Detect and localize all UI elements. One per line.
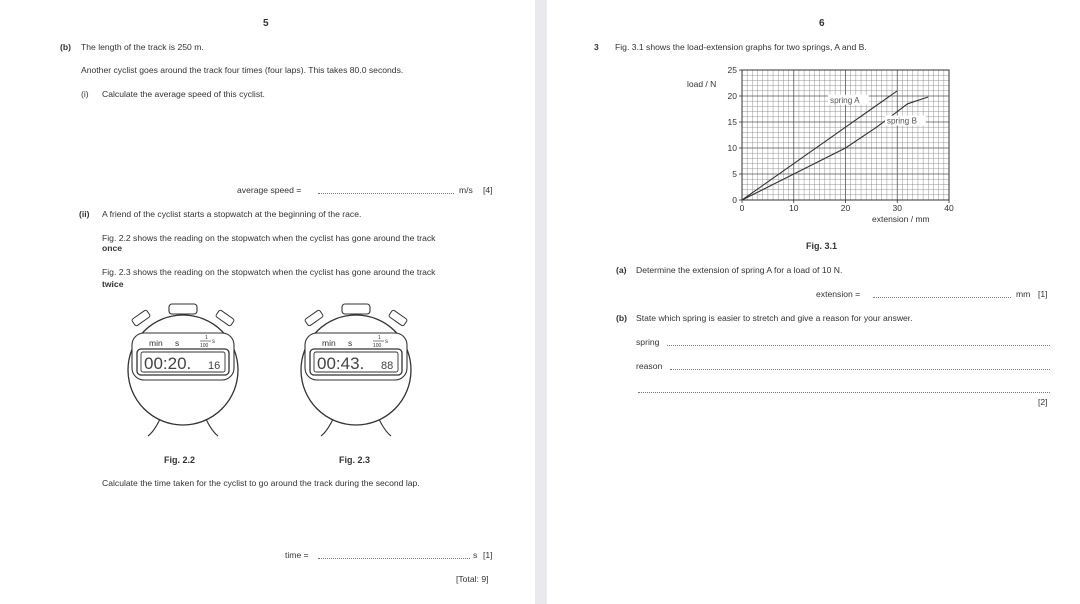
part-i-label: (i) [81, 89, 89, 99]
y-tick-label: 20 [727, 91, 737, 101]
stopwatch-fig23 [295, 302, 417, 444]
fig22-text: Fig. 2.2 shows the reading on the stopwatch when the cyclist has gone around the track [102, 233, 436, 243]
fig23-emph: twice [102, 279, 124, 289]
stopwatch-reading: 00:20. [144, 354, 192, 373]
part-i-text: Calculate the average speed of this cyclist. [102, 89, 265, 99]
spring-label: spring [636, 337, 660, 347]
stopwatch-fig22 [122, 302, 244, 444]
s-label: s [175, 338, 180, 348]
y-tick-label: 25 [727, 65, 737, 75]
x-tick-label: 40 [944, 203, 954, 213]
y-tick-label: 0 [732, 195, 737, 205]
reason-answer-line-2 [638, 392, 1050, 393]
reason-label: reason [636, 361, 663, 371]
frac-num: 1 [378, 335, 381, 341]
stopwatch-reading: 00:43. [317, 354, 365, 373]
part-b-label: (b) [616, 313, 627, 323]
avg-speed-unit: m/s [459, 185, 473, 195]
min-label: min [322, 338, 336, 348]
part-ii-label: (ii) [79, 209, 90, 219]
part-ii-text: A friend of the cyclist starts a stopwatch at the beginning of the race. [102, 209, 362, 219]
avg-speed-answer-line [318, 193, 454, 194]
frac-s: s [212, 339, 215, 345]
fig22-emph: once [102, 243, 123, 253]
extension-answer-line [873, 297, 1011, 298]
series-label-spring-a: spring A [829, 95, 860, 105]
time-unit: s [473, 550, 478, 560]
total-marks: [Total: 9] [456, 574, 489, 584]
time-marks: [1] [483, 550, 493, 560]
calc-text: Calculate the time taken for the cyclist to go around the track during the second lap. [102, 478, 420, 488]
fig31-caption: Fig. 3.1 [806, 241, 838, 251]
x-tick-label: 30 [892, 203, 902, 213]
frac-den: 100 [373, 343, 382, 349]
spring-answer-line [667, 345, 1050, 346]
x-tick-label: 10 [789, 203, 799, 213]
frac-s: s [385, 339, 388, 345]
page-number: 5 [263, 18, 269, 29]
part-b-marks: [2] [1038, 397, 1048, 407]
load-extension-chart [687, 62, 957, 230]
avg-speed-label: average speed = [237, 185, 302, 195]
extension-label: extension = [816, 289, 861, 299]
series-label-spring-b: spring B [886, 116, 917, 126]
time-label: time = [285, 550, 309, 560]
stopwatch-hundredths: 16 [208, 360, 221, 372]
min-label: min [149, 338, 163, 348]
part-b-text: State which spring is easier to stretch and give a reason for your answer. [636, 313, 913, 323]
fig23-caption: Fig. 2.3 [339, 455, 371, 465]
reason-answer-line [670, 369, 1050, 370]
extension-unit: mm [1016, 289, 1031, 299]
y-tick-label: 10 [727, 143, 737, 153]
x-tick-label: 0 [739, 203, 745, 213]
part-a-text: Determine the extension of spring A for a load of 10 N. [636, 265, 843, 275]
question-text: Fig. 3.1 shows the load-extension graphs for two springs, A and B. [615, 42, 867, 52]
question-number: 3 [594, 42, 599, 52]
x-axis-label: extension / mm [872, 214, 930, 224]
frac-den: 100 [200, 343, 209, 349]
part-b-label: (b) [60, 42, 71, 52]
part-a-label: (a) [616, 265, 627, 275]
time-answer-line [318, 558, 470, 559]
frac-num: 1 [205, 335, 208, 341]
extension-marks: [1] [1038, 289, 1048, 299]
y-axis-label: load / N [687, 79, 717, 89]
stopwatch-hundredths: 88 [381, 360, 394, 372]
part-b-text: The length of the track is 250 m. [81, 42, 204, 52]
page-number: 6 [819, 18, 825, 29]
y-tick-label: 15 [727, 117, 737, 127]
avg-speed-marks: [4] [483, 185, 493, 195]
page-5 [0, 0, 535, 604]
x-tick-label: 20 [840, 203, 851, 213]
cyclist-text: Another cyclist goes around the track four times (four laps). This takes 80.0 seconds. [81, 65, 404, 75]
fig22-caption: Fig. 2.2 [164, 455, 196, 465]
s-label: s [348, 338, 353, 348]
y-tick-label: 5 [732, 169, 737, 179]
page-6 [547, 0, 1080, 604]
fig23-text: Fig. 2.3 shows the reading on the stopwatch when the cyclist has gone around the track [102, 267, 436, 277]
